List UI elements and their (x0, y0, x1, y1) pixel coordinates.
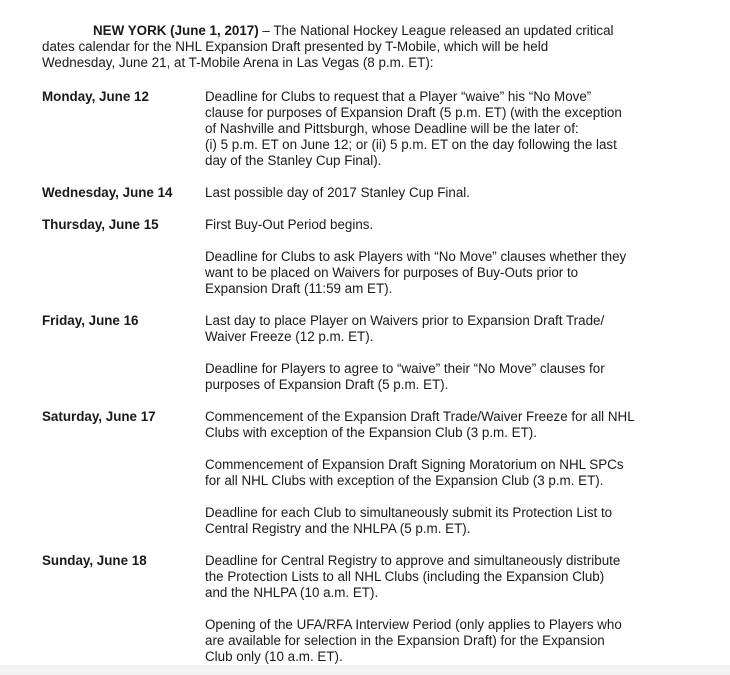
intro-line-3: Wednesday, June 21, at T-Mobile Arena in Las Vegas (8 p.m. ET): (42, 55, 434, 70)
schedule-entry (205, 457, 675, 489)
entry-line: Opening of the UFA/RFA Interview Period (only applies to Players who (205, 617, 622, 632)
schedule-entries (205, 553, 675, 665)
entry-line: Deadline for each Club to simultaneously submit its Protection List to (205, 505, 613, 520)
entry-line: the Protection Lists to all NHL Clubs (including the Expansion Club) (205, 569, 605, 584)
entry-line: (i) 5 p.m. ET on June 12; or (ii) 5 p.m. ET on the day following the last (205, 137, 617, 152)
schedule-date: Saturday, June 17 (42, 409, 156, 424)
entry-line: Waiver Freeze (12 p.m. ET). (205, 329, 374, 344)
page-bottom-edge (0, 665, 730, 675)
entry-line: and the NHLPA (10 a.m. ET). (205, 585, 379, 600)
entry-line: Expansion Draft (11:59 am ET). (205, 281, 393, 296)
entry-line: First Buy-Out Period begins. (205, 217, 374, 232)
schedule-entries (205, 89, 675, 169)
entry-line: Deadline for Clubs to request that a Player “waive” his “No Move” (205, 89, 592, 104)
intro-text-1: – The National Hockey League released an updated critical (258, 23, 614, 38)
entry-line: for all NHL Clubs with exception of the Expansion Club (3 p.m. ET). (205, 473, 604, 488)
entry-line: want to be placed on Waivers for purposes of Buy-Outs prior to (205, 265, 579, 280)
dateline: NEW YORK (June 1, 2017) (93, 23, 259, 38)
entry-line: Deadline for Players to agree to “waive” their “No Move” clauses for (205, 361, 605, 376)
entry-line: Commencement of Expansion Draft Signing Moratorium on NHL SPCs (205, 457, 624, 472)
schedule-entry (205, 553, 675, 601)
schedule-entries (205, 409, 675, 537)
schedule-date: Thursday, June 15 (42, 217, 159, 232)
entry-line: Deadline for Clubs to ask Players with “No Move” clauses whether they (205, 249, 627, 264)
schedule-entry (205, 89, 675, 169)
entry-line: day of the Stanley Cup Final). (205, 153, 382, 168)
schedule-entry (205, 361, 675, 393)
entry-line: Deadline for Central Registry to approve and simultaneously distribute (205, 553, 621, 568)
schedule-date: Sunday, June 18 (42, 553, 147, 568)
schedule-entry (205, 217, 675, 233)
schedule-entries (205, 313, 675, 393)
press-release-intro (42, 23, 692, 71)
entry-line: are available for selection in the Expansion Draft) for the Expansion (205, 633, 605, 648)
entry-line: Club only (10 a.m. ET). (205, 649, 343, 664)
schedule-entry (205, 617, 675, 665)
entry-line: of Nashville and Pittsburgh, whose Deadline will be the later of: (205, 121, 579, 136)
schedule-entry (205, 505, 675, 537)
schedule-entry (205, 409, 675, 441)
entry-line: purposes of Expansion Draft (5 p.m. ET). (205, 377, 449, 392)
entry-line: Commencement of the Expansion Draft Trade/Waiver Freeze for all NHL (205, 409, 635, 424)
intro-line-2: dates calendar for the NHL Expansion Draft presented by T-Mobile, which will be held (42, 39, 549, 54)
schedule-date: Monday, June 12 (42, 89, 149, 104)
entry-line: Clubs with exception of the Expansion Club (3 p.m. ET). (205, 425, 537, 440)
schedule-entry (205, 185, 675, 201)
schedule-date: Friday, June 16 (42, 313, 139, 328)
schedule-entry (205, 313, 675, 345)
intro-line-1 (42, 23, 692, 39)
schedule-entries (205, 217, 675, 297)
schedule-date: Wednesday, June 14 (42, 185, 173, 200)
schedule-entries (205, 185, 675, 201)
entry-line: Last possible day of 2017 Stanley Cup Final. (205, 185, 471, 200)
schedule-entry (205, 249, 675, 297)
entry-line: Central Registry and the NHLPA (5 p.m. ET). (205, 521, 471, 536)
entry-line: clause for purposes of Expansion Draft (5 p.m. ET) (with the exception (205, 105, 622, 120)
entry-line: Last day to place Player on Waivers prior to Expansion Draft Trade/ (205, 313, 605, 328)
